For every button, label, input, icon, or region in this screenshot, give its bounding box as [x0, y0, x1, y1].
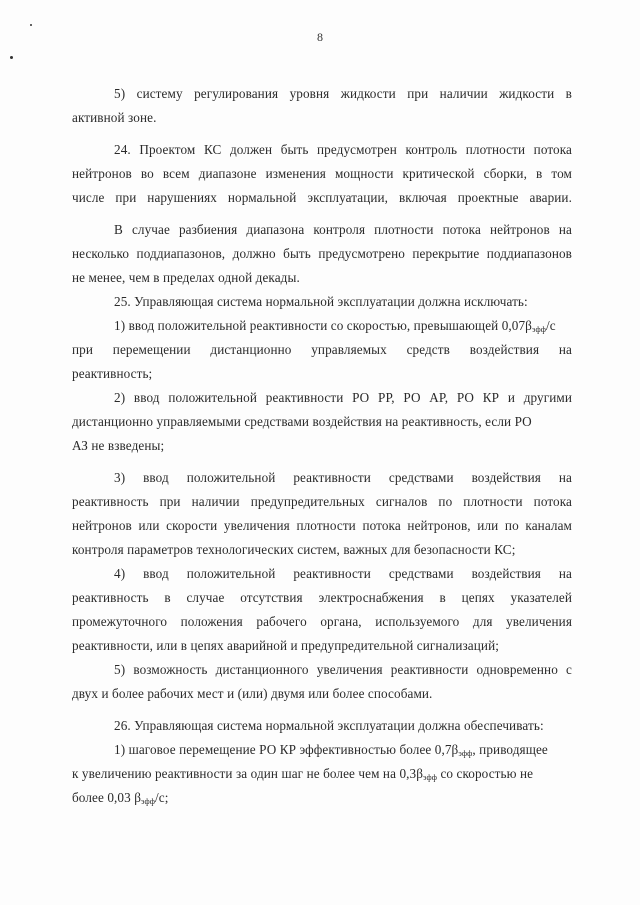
text-line — [72, 518, 572, 534]
line-text: 26. Управляющая система нормальной эксплуатации должна обеспечивать: — [114, 718, 544, 733]
text-line — [114, 566, 572, 582]
line-text: активной зоне. — [72, 110, 157, 125]
text-line — [114, 142, 572, 158]
text-line — [114, 318, 572, 338]
text-line — [72, 166, 572, 182]
line-text: 3) ввод положительной реактивности средствами воздействия на — [114, 470, 572, 485]
line-text: реактивность в случае отсутствия электроснабжения в цепях указателей — [72, 590, 572, 605]
line-text: реактивность; — [72, 366, 153, 381]
text-line — [72, 246, 572, 262]
text-line — [72, 494, 572, 510]
text-line — [72, 614, 572, 630]
scan-speck — [30, 24, 32, 26]
text-line — [72, 590, 572, 606]
text-line — [114, 470, 572, 486]
text-line — [114, 662, 572, 678]
text-line — [72, 542, 572, 558]
line-text: 4) ввод положительной реактивности средствами воздействия на — [114, 566, 572, 581]
line-text-tail: со скоростью не — [437, 766, 534, 781]
line-text: контроля параметров технологических систем, важных для безопасности КС; — [72, 542, 516, 557]
line-text-tail: /с; — [155, 790, 169, 805]
line-text: дистанционно управляемыми средствами воздействия на реактивность, если РО — [72, 414, 532, 429]
line-text: нейтронов во всем диапазоне изменения мощности критической сборки, в том — [72, 166, 572, 181]
subscript-eff: эфф — [458, 749, 473, 758]
line-text: реактивности, или в цепях аварийной и предупредительной сигнализаций; — [72, 638, 499, 653]
text-line — [114, 294, 572, 310]
text-line — [114, 390, 572, 406]
line-text: 25. Управляющая система нормальной эксплуатации должна исключать: — [114, 294, 528, 309]
line-text: к увеличению реактивности за один шаг не более чем на 0,3β — [72, 766, 424, 781]
line-text: 5) возможность дистанционного увеличения реактивности одновременно с — [114, 662, 572, 677]
text-line — [72, 638, 572, 654]
subscript-eff: эфф — [141, 797, 156, 806]
text-line — [72, 790, 572, 810]
line-text: числе при нарушениях нормальной эксплуатации, включая проектные аварии. — [72, 190, 572, 205]
line-text: В случае разбиения диапазона контроля плотности потока нейтронов на — [114, 222, 572, 237]
line-text: несколько поддиапазонов, должно быть предусмотрено перекрытие поддиапазонов — [72, 246, 572, 261]
line-text: при перемещении дистанционно управляемых средств воздействия на — [72, 342, 572, 357]
text-line — [114, 742, 572, 762]
text-line — [72, 190, 572, 206]
line-text: 24. Проектом КС должен быть предусмотрен контроль плотности потока — [114, 142, 572, 157]
text-line — [72, 686, 572, 702]
line-text: АЗ не взведены; — [72, 438, 165, 453]
text-line — [114, 718, 572, 734]
text-line — [114, 222, 572, 238]
text-line — [72, 766, 572, 786]
line-text: нейтронов или скорости увеличения плотности потока нейтронов, или по каналам — [72, 518, 572, 533]
text-line — [72, 414, 572, 430]
line-text: 5) систему регулирования уровня жидкости при наличии жидкости в — [114, 86, 572, 101]
line-text-tail: , приводящее — [472, 742, 548, 757]
page-number: 8 — [317, 30, 323, 44]
line-text: промежуточного положения рабочего органа, используемого для увеличения — [72, 614, 572, 629]
line-text: более 0,03 β — [72, 790, 141, 805]
line-text: реактивность при наличии предупредительных сигналов по плотности потока — [72, 494, 572, 509]
text-line — [114, 86, 572, 102]
line-text: 1) ввод положительной реактивности со скоростью, превышающей 0,07β — [114, 318, 532, 333]
line-text: 2) ввод положительной реактивности РО РР, РО АР, РО КР и другими — [114, 390, 572, 405]
text-line — [72, 110, 572, 126]
subscript-eff: эфф — [532, 325, 547, 334]
scan-speck — [10, 56, 13, 59]
line-text: не менее, чем в пределах одной декады. — [72, 270, 300, 285]
line-text-tail: /с — [546, 318, 556, 333]
text-line — [72, 270, 572, 286]
line-text: 1) шаговое перемещение РО КР эффективностью более 0,7β — [114, 742, 459, 757]
line-text: двух и более рабочих мест и (или) двумя или более способами. — [72, 686, 433, 701]
subscript-eff: эфф — [423, 773, 438, 782]
text-line — [72, 366, 572, 382]
text-line — [72, 342, 572, 358]
text-line — [72, 438, 572, 454]
